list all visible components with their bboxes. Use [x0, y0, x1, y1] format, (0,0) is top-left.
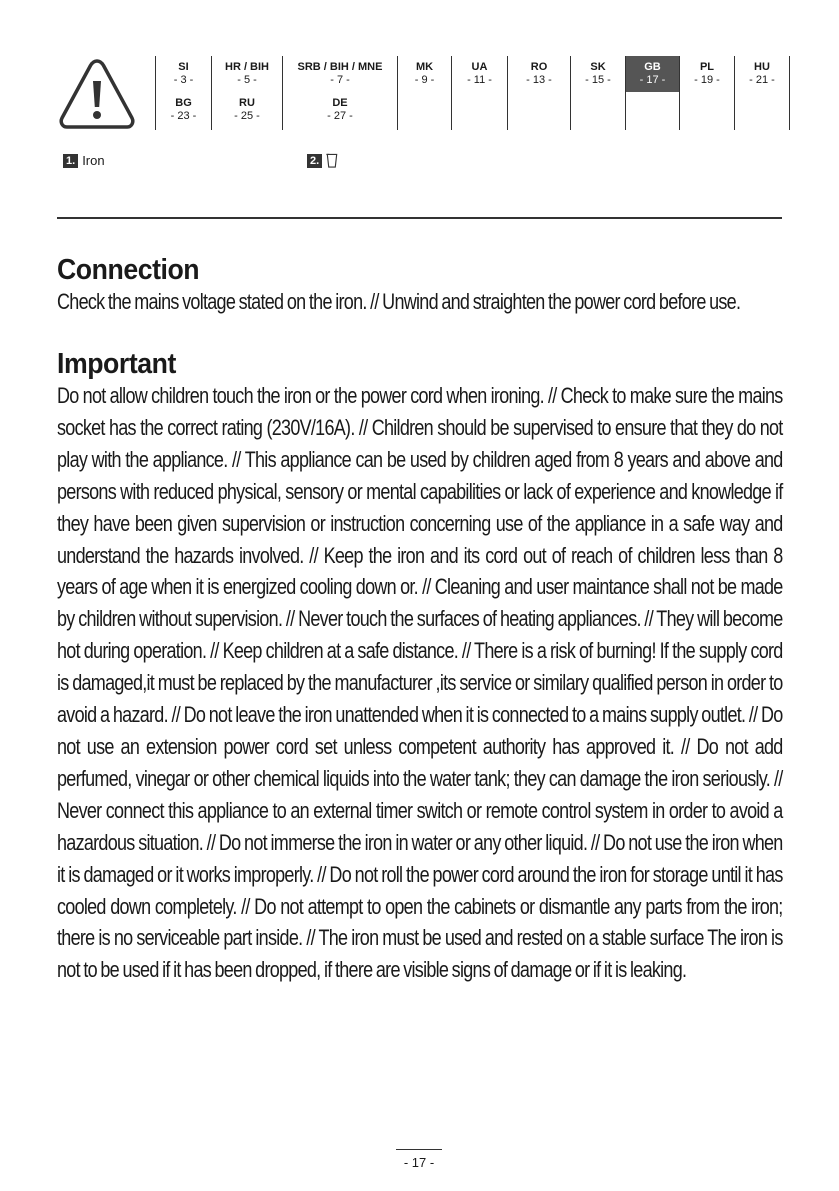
lang-code: SK: [590, 61, 606, 73]
lang-page: - 5 -: [237, 74, 257, 86]
lang-code: HR / BIH: [225, 61, 269, 73]
lang-page: - 15 -: [585, 74, 611, 86]
lang-cell-mk[interactable]: [398, 56, 452, 92]
warning-triangle-icon: [57, 56, 137, 132]
lang-page: - 19 -: [694, 74, 720, 86]
legend-item-cup: [307, 153, 338, 168]
footer-rule: [396, 1149, 442, 1150]
lang-cell-empty: [571, 92, 626, 130]
lang-cell-ua[interactable]: [452, 56, 508, 92]
lang-cell-de[interactable]: [283, 92, 398, 130]
lang-code: MK: [415, 61, 434, 73]
lang-code: BG: [175, 97, 192, 109]
measuring-cup-icon: [326, 153, 338, 168]
lang-cell-empty: [452, 92, 508, 130]
lang-page: - 11 -: [467, 74, 492, 86]
lang-page: - 9 -: [414, 74, 435, 86]
lang-page: - 17 -: [639, 74, 666, 86]
lang-page: - 3 -: [173, 74, 194, 86]
lang-cell-empty: [398, 92, 452, 130]
lang-cell-empty: [735, 92, 790, 130]
lang-page: - 13 -: [526, 74, 552, 86]
lang-page: - 25 -: [234, 110, 260, 122]
lang-page: - 7 -: [330, 74, 350, 86]
legend-label-iron: Iron: [82, 153, 105, 168]
lang-code: DE: [332, 97, 348, 109]
lang-cell-hr-bih[interactable]: [212, 56, 283, 92]
header-divider: [57, 217, 782, 219]
lang-cell-ru[interactable]: [212, 92, 283, 130]
lang-cell-empty: [680, 92, 735, 130]
page-number: - 17 -: [403, 1155, 435, 1170]
language-index-table: [155, 56, 790, 130]
lang-page: - 23 -: [170, 110, 197, 122]
lang-cell-hu[interactable]: [735, 56, 790, 92]
connection-section: [57, 254, 783, 318]
important-text: Do not allow children touch the iron or the power cord when ironing. // Check to make sure the mains socket has the correct rating (230V/16A). // Children should be supervised to ensure that they do not play with the appliance. // This appliance can be used by children aged from 8 years and above and persons with reduced physical, sensory or mental capabilities or lack of experience and knowledge if they have been given supervision or instruction concerning use of the appliance in a safe way and understand the hazards involved. // Keep the iron and its cord out of reach of children less than 8 years of age when it is energized cooling down or. // Cleaning and user maintance shall not be made by children without supervision. // Never touch the surfaces of heating appliances. // They will become hot during operation. // Keep children at a safe distance. // There is a risk of burning! If the supply cord is damaged,it must be replaced by the manufacturer ,its service or similary qualified person in order to avoid a hazard. // Do not leave the iron unattended when it is connected to a mains supply outlet. // Do not use an extension power cord set unless competent authority has approved it. // Do not add perfumed, vinegar or other chemical liquids into the water tank; they can damage the iron seriously. // Never connect this appliance to an external timer switch or remote control system in order to avoid a hazardous situation. // Do not immerse the iron in water or any other liquid. // Do not use the iron when it is damaged or it works improperly. // Do not roll the power cord around the iron for storage until it has cooled down completely. // Do not attempt to open the cabinets or dismantle any parts from the iron; there is no serviceable part inside. // The iron must be used and rested on a stable surface The iron is not to be used if it has been dropped, if there are visible signs of damage or if it is leaking.: [57, 383, 783, 983]
lang-cell-srb-bih-mne[interactable]: [283, 56, 398, 92]
language-row-2: [156, 92, 790, 130]
lang-code: RU: [239, 97, 255, 109]
lang-code: SRB / BIH / MNE: [297, 61, 383, 73]
legend-number-1: 1.: [63, 154, 78, 168]
connection-text: Check the mains voltage stated on the iron. // Unwind and straighten the power cord before use.: [57, 289, 741, 314]
lang-cell-ro[interactable]: [508, 56, 571, 92]
lang-code: RO: [530, 61, 548, 73]
page-footer: [396, 1149, 442, 1170]
lang-cell-sk[interactable]: [571, 56, 626, 92]
lang-page: - 27 -: [327, 110, 353, 122]
lang-cell-gb-active[interactable]: [626, 56, 680, 92]
lang-cell-empty: [508, 92, 571, 130]
lang-cell-empty: [626, 92, 680, 130]
language-row-1: [156, 56, 790, 92]
legend-number-2: 2.: [307, 154, 322, 168]
important-heading: Important: [57, 348, 176, 380]
legend-item-iron: [63, 153, 105, 168]
lang-code: HU: [754, 61, 770, 73]
lang-code: PL: [699, 61, 715, 73]
important-section: [57, 348, 783, 986]
lang-code: UA: [471, 61, 488, 73]
lang-cell-pl[interactable]: [680, 56, 735, 92]
lang-code: GB: [644, 61, 661, 73]
lang-code: SI: [178, 61, 189, 73]
lang-cell-si[interactable]: [156, 56, 212, 92]
connection-heading: Connection: [57, 254, 200, 286]
lang-cell-bg[interactable]: [156, 92, 212, 130]
lang-page: - 21 -: [749, 74, 775, 86]
